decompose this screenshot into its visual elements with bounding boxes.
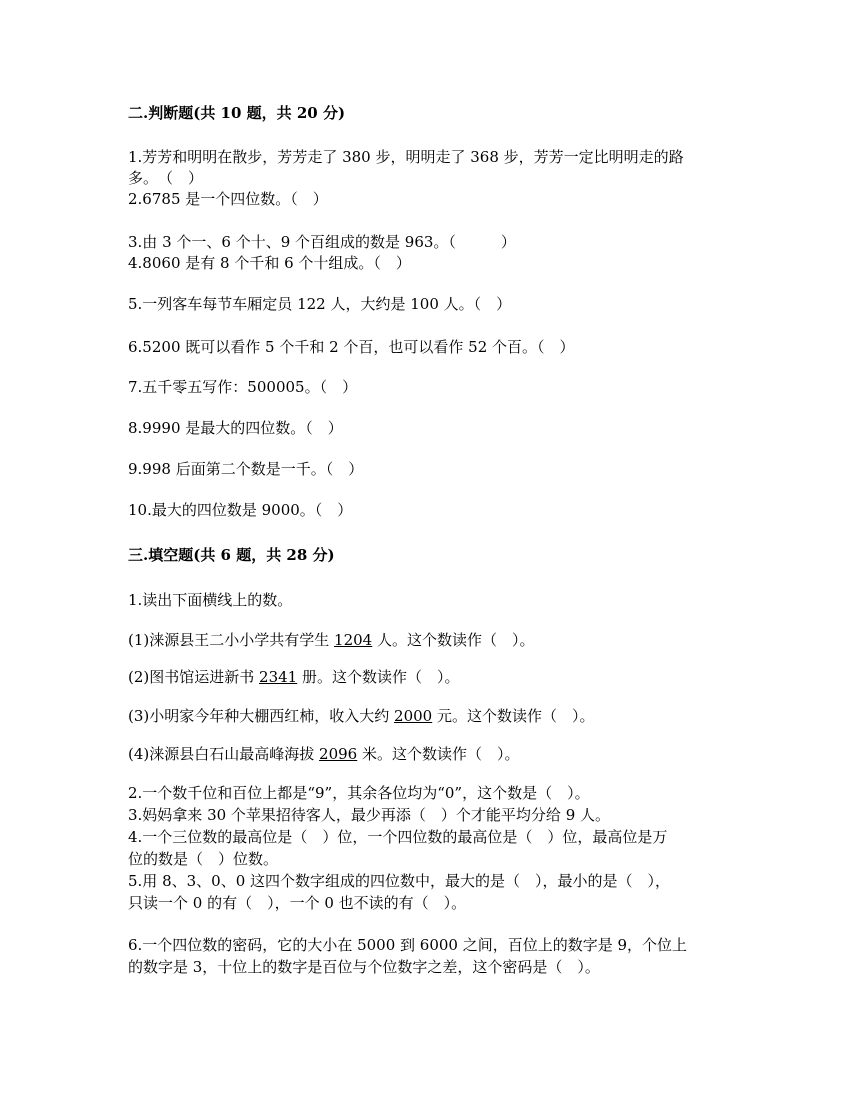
sub-4-prefix: (4)涞源县白石山最高峰海拔 xyxy=(128,745,320,763)
section-heading-fill: 三.填空题(共 6 题，共 28 分) xyxy=(128,546,335,564)
fill-question-3: 3.妈妈拿来 30 个苹果招待客人，最少再添（ ）个才能平均分给 9 人。 xyxy=(128,806,611,824)
fill-question-5-line-1: 5.用 8、3、0、0 这四个数字组成的四位数中，最大的是（ ），最小的是（ ）， xyxy=(128,872,671,890)
judge-question-3: 3.由 3 个一、6 个十、9 个百组成的数是 963。（ ） xyxy=(128,233,516,251)
sub-2-suffix: 册。这个数读作（ ）。 xyxy=(297,668,460,686)
judge-question-6: 6.5200 既可以看作 5 个千和 2 个百，也可以看作 52 个百。（ ） xyxy=(128,338,575,356)
judge-question-1-line-2: 多。 （ ） xyxy=(128,169,204,187)
sub-1-prefix: (1)涞源县王二小小学共有学生 xyxy=(128,631,335,649)
fill-question-1: 1.读出下面横线上的数。 xyxy=(128,591,293,609)
sub-2-number: 2341 xyxy=(259,668,298,686)
sub-1-number: 1204 xyxy=(334,631,373,649)
judge-question-8: 8.9990 是最大的四位数。（ ） xyxy=(128,419,343,437)
fill-question-6-line-1: 6.一个四位数的密码，它的大小在 5000 到 6000 之间，百位上的数字是 9，个位上 xyxy=(128,936,688,954)
sub-1-suffix: 人。这个数读作（ ）。 xyxy=(372,631,535,649)
section-heading-judge: 二.判断题(共 10 题，共 20 分) xyxy=(128,104,346,122)
sub-3-number: 2000 xyxy=(394,707,433,725)
judge-question-7: 7.五千零五写作：500005。（ ） xyxy=(128,378,358,396)
fill-question-4-line-2: 位的数是（ ）位数。 xyxy=(128,850,279,868)
sub-4-number: 2096 xyxy=(319,745,358,763)
fill-question-1-sub-3 xyxy=(128,706,595,726)
fill-question-1-sub-1 xyxy=(128,630,535,650)
sub-3-prefix: (3)小明家今年种大棚西红柿，收入大约 xyxy=(128,707,395,725)
judge-question-2: 2.6785 是一个四位数。（ ） xyxy=(128,190,328,208)
fill-question-1-sub-2 xyxy=(128,667,460,687)
fill-question-2: 2.一个数千位和百位上都是“9”，其余各位均为“0”，这个数是（ ）。 xyxy=(128,784,590,802)
judge-question-1-line-1: 1.芳芳和明明在散步，芳芳走了 380 步，明明走了 368 步，芳芳一定比明明走的路 xyxy=(128,148,684,166)
judge-question-9: 9.998 后面第二个数是一千。（ ） xyxy=(128,460,364,478)
fill-question-5-line-2: 只读一个 0 的有（ ），一个 0 也不读的有（ ）。 xyxy=(128,894,467,912)
sub-4-suffix: 米。这个数读作（ ）。 xyxy=(357,745,520,763)
fill-question-1-sub-4 xyxy=(128,744,520,764)
fill-question-4-line-1: 4.一个三位数的最高位是（ ）位，一个四位数的最高位是（ ）位，最高位是万 xyxy=(128,828,668,846)
sub-2-prefix: (2)图书馆运进新书 xyxy=(128,668,260,686)
judge-question-5: 5.一列客车每节车厢定员 122 人，大约是 100 人。（ ） xyxy=(128,295,512,313)
sub-3-suffix: 元。这个数读作（ ）。 xyxy=(432,707,595,725)
fill-question-6-line-2: 的数字是 3，十位上的数字是百位与个位数字之差，这个密码是（ ）。 xyxy=(128,958,600,976)
judge-question-10: 10.最大的四位数是 9000。（ ） xyxy=(128,501,353,519)
judge-question-4: 4.8060 是有 8 个千和 6 个十组成。（ ） xyxy=(128,254,411,272)
